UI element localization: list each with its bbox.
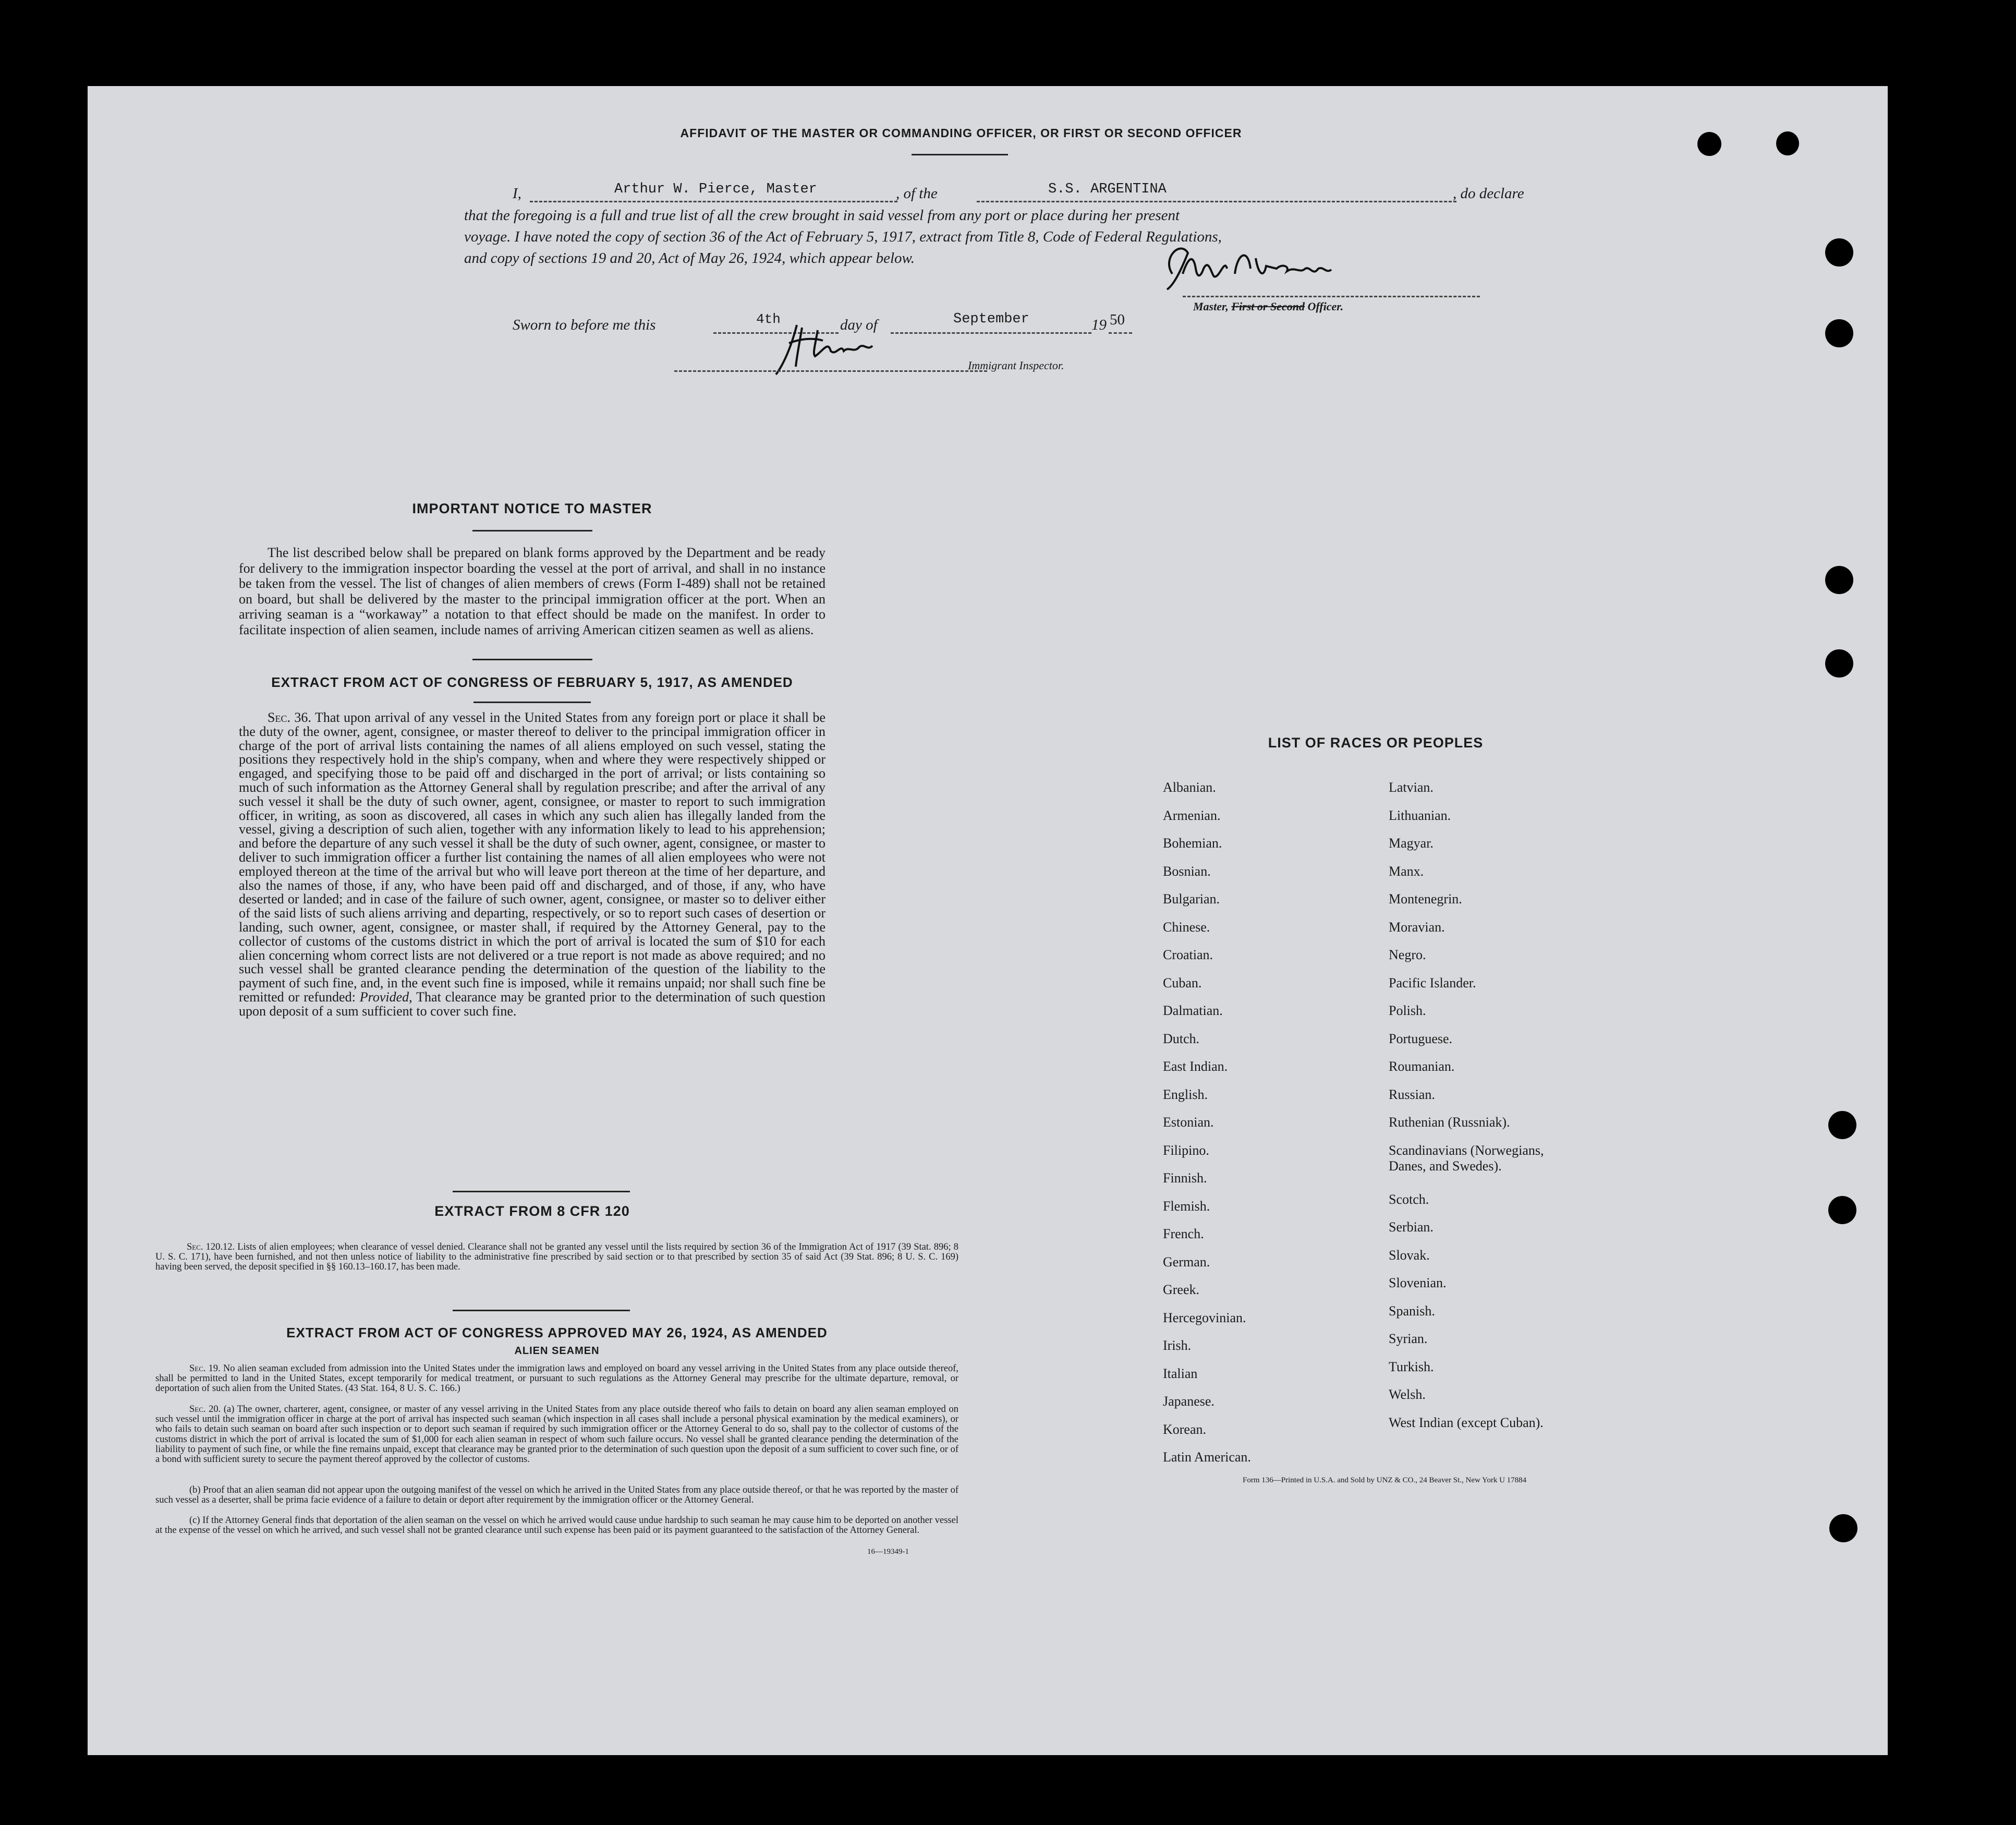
punch-hole — [1776, 131, 1799, 155]
punch-hole — [1828, 1196, 1856, 1224]
race-item: Lithuanian. — [1389, 807, 1451, 823]
sec-20-label: Sec. 20. — [189, 1404, 221, 1415]
master-caption-pre: Master, — [1193, 300, 1232, 313]
race-item: Flemish. — [1163, 1198, 1210, 1214]
extract-1917-rule — [473, 702, 591, 703]
year-suffix-field: 50 — [1110, 311, 1125, 328]
sworn-day-field: 4th — [756, 311, 781, 327]
extract-1917-text — [239, 711, 825, 1019]
sec-20a-text — [155, 1405, 958, 1465]
punch-hole — [1825, 319, 1853, 347]
sworn-label: Sworn to before me this — [513, 317, 656, 333]
races-title: LIST OF RACES OR PEOPLES — [1268, 735, 1484, 751]
race-item: Latvian. — [1389, 780, 1434, 795]
master-caption-struck: First or Second — [1231, 300, 1305, 313]
inspector-caption: Immigrant Inspector. — [968, 359, 1064, 372]
title-rule — [912, 154, 1008, 155]
race-item: Slovak. — [1389, 1247, 1430, 1263]
sec-20a-body: (a) The owner, charterer, agent, consignee, or master of any vessel arriving in the United States from any place outside thereof who fails to detain on board any alien seaman employed on such vessel until the immigration officer in charge at the port of arrival has inspected such seaman (which inspection in all cases shall include a personal physical examination by the medical examiners), or who fails to detain such seaman on board after such inspection or to deport such seaman if required by such immigration officer or the Attorney General to do so, shall pay to the collector of customs of the customs district in which the port of arrival is located the sum of $1,000 for each alien seaman in respect of whom such failure occurs. No vessel shall be granted clearance pending the determination of the liability to payment of such fine, or while the fine remains unpaid, except that clearance may be granted prior to the determination of such question upon the deposit of a sum sufficient to cover such fine, or of a bond with sufficient surety to secure the payment thereof approved by the collector of customs. — [155, 1404, 959, 1465]
sec-19-label: Sec. 19. — [189, 1363, 221, 1374]
sec-19-text — [155, 1364, 958, 1394]
sec-20c-text: (c) If the Attorney General finds that deportation of the alien seaman on the vessel on which he arrived would cause undue hardship to such seaman he may cause him to be deported on another vessel at the expense of the vessel on which he arrived, and such vessel shall not be granted clearance until such expense has been paid or its payment guaranteed to the satisfaction of the Attorney General. — [155, 1515, 958, 1536]
race-item: Croatian. — [1163, 947, 1213, 962]
race-item: Ruthenian (Russniak). — [1389, 1115, 1510, 1130]
race-item: Scandinavians (Norwegians, — [1389, 1142, 1544, 1158]
punch-hole — [1825, 566, 1853, 594]
race-item: Finnish. — [1163, 1170, 1207, 1186]
inspector-signature-line — [674, 370, 987, 372]
inspector-signature — [766, 315, 901, 377]
race-item: Hercegovinian. — [1163, 1310, 1246, 1325]
race-item: Bulgarian. — [1163, 891, 1220, 907]
punch-hole — [1828, 1111, 1856, 1139]
vessel-line — [977, 201, 1456, 202]
race-item: Negro. — [1389, 947, 1426, 962]
sec-36-body: That upon arrival of any vessel in the United States from any foreign port or place it shall be the duty of the owner, agent, consignee, or master thereof to deliver to the principal immigration officer in charge of the port of arrival lists containing the names of all aliens employed on such vessel, stating the positions they respectively hold in the ship's company, when and where they were respectively shipped or engaged, and specifying those to be paid off and discharged in the port of arrival; or lists containing so much of such information as the Attorney General shall by regulation prescribe; and after the arrival of any such vessel it shall be the duty of such owner, agent, consignee, or master to report to such immigration officer, in writing, as soon as discovered, all cases in which any such alien has illegally landed from the vessel, giving a description of such alien, together with any information likely to lead to his apprehension; and before the departure of any such vessel it shall be the duty of such owner, agent, consignee, or master to deliver to such immigration officer a further list containing the names of all alien employees who were not employed thereon at the time of the arrival but who will leave port thereon at the time of her departure, and also the names of those, if any, who have been paid off and discharged, and of those, if any, who have deserted or landed; and in case of the failure of such owner, agent, consignee, or master so to deliver either of the said lists of such aliens arriving and departing, respectively, or so to report such cases of desertion or landing, such owner, agent, consignee, or master shall, if required by the Attorney General, pay to the collector of customs of the customs district in which the port of arrival is located the sum of $10 for each alien concerning whom correct lists are not delivered or a true report is not made as above required; and no such vessel shall be granted clearance pending the determination of the question of the liability to the payment of such fine, and, in the event such fine is imposed, while it remains unpaid; nor shall such fine be remitted or refunded: — [239, 710, 825, 1005]
sworn-month-field: September — [953, 311, 1029, 327]
race-item: Montenegrin. — [1389, 891, 1462, 907]
affidavit-line-2: that the foregoing is a full and true list of all the crew brought in said vessel from any port or place during her present — [464, 207, 1180, 224]
cfr-sec-label: Sec. 120.12. — [187, 1242, 235, 1252]
race-item: Moravian. — [1389, 919, 1445, 935]
provided-word: Provided, — [359, 989, 412, 1005]
race-item: Irish. — [1163, 1338, 1192, 1353]
sec-19-body: No alien seaman excluded from admission into the United States under the immigration laws and employed on board any vessel arriving in the United States from any place outside thereof, shall be permitted to land in the United States, except temporarily for medical treatment, or pursuant to such regulations as the Attorney General may prescribe for the ultimate departure, removal, or deportation of such alien from the United States. (43 Stat. 164, 8 U. S. C. 166.) — [155, 1363, 959, 1394]
race-item: French. — [1163, 1226, 1204, 1241]
race-item: Serbian. — [1389, 1219, 1434, 1235]
race-item: Dalmatian. — [1163, 1003, 1223, 1018]
notice-text: The list described below shall be prepared on blank forms approved by the Department and be ready for delivery to the immigration inspector boarding the vessel at the port of arrival, and shall in no instance be taken from the vessel. The list of changes of alien members of crews (Form I-489) shall not be retained on board, but shall be delivered by the master to the principal immigration officer at the port. When an arriving seaman is a “workaway” a notation to that effect should be made on the manifest. In order to facilitate inspection of alien seamen, include names of arriving American citizen seamen as well as aliens. — [239, 545, 825, 637]
cfr-text — [155, 1242, 958, 1273]
punch-hole — [1825, 238, 1853, 267]
race-item: East Indian. — [1163, 1059, 1228, 1074]
master-name-field: Arthur W. Pierce, Master — [614, 182, 817, 197]
race-item: Syrian. — [1389, 1331, 1428, 1346]
race-item: Magyar. — [1389, 836, 1434, 851]
race-item: Albanian. — [1163, 780, 1216, 795]
race-item: Roumanian. — [1389, 1059, 1455, 1074]
extract-1917-end-rule — [453, 1191, 630, 1192]
cfr-title: EXTRACT FROM 8 CFR 120 — [434, 1203, 630, 1219]
race-item: Italian — [1163, 1365, 1198, 1381]
race-item: Dutch. — [1163, 1031, 1200, 1046]
race-item: Danes, and Swedes). — [1389, 1158, 1502, 1174]
punch-hole — [1697, 132, 1721, 156]
cfr-end-rule — [453, 1310, 630, 1311]
alien-seamen-subtitle: ALIEN SEAMEN — [514, 1345, 600, 1357]
punch-hole — [1829, 1514, 1857, 1542]
sec-36-end: That clearance may be granted prior to the determination of such question upon deposit of a sum sufficient to cover such fine. — [239, 989, 826, 1019]
punch-hole — [1825, 649, 1853, 678]
race-item: Pacific Islander. — [1389, 975, 1476, 990]
race-item: Latin American. — [1163, 1449, 1251, 1465]
affidavit-line-3: voyage. I have noted the copy of section 36 of the Act of February 5, 1917, extract from Title 8, Code of Federal Regulations, — [464, 228, 1222, 245]
master-caption-post: Officer. — [1304, 300, 1344, 313]
form-footer-note: Form 136—Printed in U.S.A. and Sold by UNZ & CO., 24 Beaver St., New York U 17884 — [1243, 1476, 1527, 1484]
year-line — [1109, 332, 1132, 334]
race-item: Bohemian. — [1163, 836, 1222, 851]
print-code: 16—19349-1 — [867, 1548, 909, 1556]
master-signature-line — [1183, 296, 1480, 297]
master-caption — [1193, 300, 1343, 313]
race-item: Armenian. — [1163, 807, 1221, 823]
extract-1917-title: EXTRACT FROM ACT OF CONGRESS OF FEBRUARY 5, 1917, AS AMENDED — [271, 674, 793, 690]
notice-rule — [472, 530, 592, 531]
race-item: Greek. — [1163, 1282, 1200, 1297]
vessel-name-field: S.S. ARGENTINA — [1048, 182, 1167, 197]
master-signature — [1151, 237, 1381, 300]
race-item: Japanese. — [1163, 1394, 1215, 1409]
race-item: English. — [1163, 1086, 1208, 1102]
notice-end-rule — [472, 659, 592, 660]
race-item: Korean. — [1163, 1421, 1207, 1437]
extract-1924-title: EXTRACT FROM ACT OF CONGRESS APPROVED MAY 26, 1924, AS AMENDED — [286, 1325, 828, 1340]
race-item: Portuguese. — [1389, 1031, 1453, 1046]
i-label: I, — [513, 185, 521, 202]
of-the-label: , of the — [896, 185, 938, 202]
cfr-sec-body: Lists of alien employees; when clearance of vessel denied. Clearance shall not be granted any vessel until the lists required by section 36 of the Immigration Act of 1917 (39 Stat. 896; 8 U. S. C. 171), have been furnished, and not then unless notice of liability to the administrative fine prescribed by said section or to that prescribed by section 35 of said Act (39 Stat. 896; 8 U. S. C. 169) having been served, the deposit specified in §§ 160.13–160.17, has been made. — [155, 1242, 958, 1273]
do-declare-label: , do declare — [1453, 185, 1524, 202]
year-prefix: 19 — [1091, 317, 1107, 333]
race-item: Slovenian. — [1389, 1275, 1447, 1290]
race-item: Cuban. — [1163, 975, 1202, 990]
race-item: German. — [1163, 1254, 1210, 1270]
race-item: Manx. — [1389, 863, 1424, 879]
race-item: Bosnian. — [1163, 863, 1211, 879]
race-item: Spanish. — [1389, 1303, 1435, 1319]
race-item: Filipino. — [1163, 1142, 1209, 1158]
affidavit-line-4: and copy of sections 19 and 20, Act of May 26, 1924, which appear below. — [464, 250, 915, 267]
affidavit-title: AFFIDAVIT OF THE MASTER OR COMMANDING OFFICER, OR FIRST OR SECOND OFFICER — [680, 126, 1242, 140]
race-item: Russian. — [1389, 1086, 1435, 1102]
sworn-month-line — [891, 332, 1091, 334]
race-item: Scotch. — [1389, 1191, 1429, 1207]
document-page — [88, 86, 1888, 1755]
race-item: Estonian. — [1163, 1115, 1214, 1130]
sec-36-label: Sec. 36. — [268, 710, 311, 725]
race-item: Polish. — [1389, 1003, 1426, 1018]
race-item: Turkish. — [1389, 1359, 1434, 1374]
race-item: Chinese. — [1163, 919, 1210, 935]
sec-20b-text: (b) Proof that an alien seaman did not appear upon the outgoing manifest of the vessel on which he arrived in the United States from any place outside thereof, or that he was reported by the master of such vessel as a deserter, shall be prima facie evidence of a failure to detain or deport after requirement by the immigration officer or the Attorney General. — [155, 1485, 958, 1506]
notice-title: IMPORTANT NOTICE TO MASTER — [412, 501, 652, 516]
race-item: Welsh. — [1389, 1387, 1426, 1402]
master-name-line — [530, 201, 897, 202]
day-of-label: day of — [840, 317, 878, 333]
race-item: West Indian (except Cuban). — [1389, 1415, 1544, 1430]
